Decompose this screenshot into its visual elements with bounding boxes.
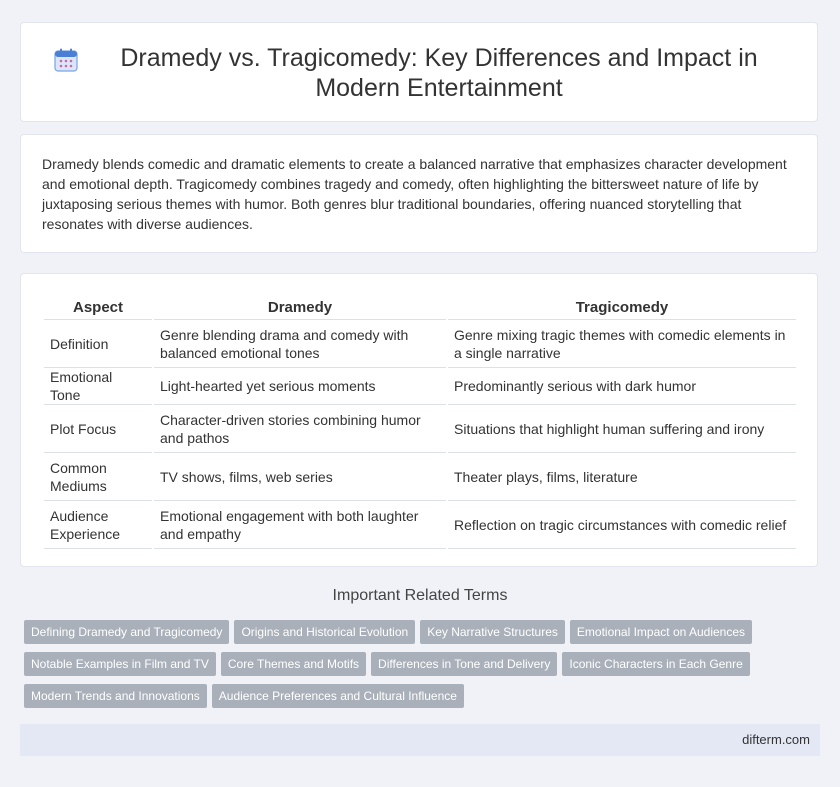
footer-site-link[interactable]: difterm.com <box>742 732 810 747</box>
related-term-tag[interactable]: Defining Dramedy and Tragicomedy <box>24 620 229 644</box>
dramedy-cell: Light-hearted yet serious moments <box>154 367 446 404</box>
table-row <box>44 452 796 500</box>
aspect-cell: Audience Experience <box>44 500 152 549</box>
header-dramedy: Dramedy <box>267 298 333 316</box>
tragicomedy-cell: Predominantly serious with dark humor <box>448 367 796 404</box>
aspect-cell: Emotional Tone <box>44 367 152 404</box>
page-title: Dramedy vs. Tragicomedy: Key Differences and Impact in Modern Entertainment <box>120 44 758 102</box>
related-term-tag[interactable]: Modern Trends and Innovations <box>24 684 207 708</box>
aspect-cell: Plot Focus <box>44 404 152 452</box>
related-term-tag[interactable]: Audience Preferences and Cultural Influence <box>212 684 464 708</box>
related-term-tag[interactable]: Differences in Tone and Delivery <box>371 652 557 676</box>
header-aspect: Aspect <box>72 298 124 316</box>
dramedy-cell: Character-driven stories combining humor and pathos <box>154 404 446 452</box>
related-term-tag[interactable]: Notable Examples in Film and TV <box>24 652 216 676</box>
intro-card <box>20 134 818 253</box>
related-term-tag[interactable]: Key Narrative Structures <box>420 620 565 644</box>
comparison-table <box>42 295 798 549</box>
aspect-cell: Definition <box>44 319 152 367</box>
calendar-icon <box>53 47 79 73</box>
tragicomedy-cell: Situations that highlight human suffering and irony <box>448 404 796 452</box>
related-terms-heading: Important Related Terms <box>332 587 508 604</box>
dramedy-cell: Emotional engagement with both laughter and empathy <box>154 500 446 549</box>
tragicomedy-cell: Theater plays, films, literature <box>448 452 796 500</box>
related-terms-list <box>24 620 794 716</box>
aspect-cell: Common Mediums <box>44 452 152 500</box>
tragicomedy-cell: Genre mixing tragic themes with comedic elements in a single narrative <box>448 319 796 367</box>
intro-text: Dramedy blends comedic and dramatic elements to create a balanced narrative that emphasizes character development and emotional depth. Tragicomedy combines tragedy and comedy, often highlighting the bittersweet nature of life by juxtaposing serious themes with humor. Both genres blur traditional boundaries, offering nuanced storytelling that resonates with diverse audiences. <box>42 156 787 232</box>
table-row <box>44 500 796 549</box>
related-term-tag[interactable]: Core Themes and Motifs <box>221 652 366 676</box>
related-term-tag[interactable]: Iconic Characters in Each Genre <box>562 652 749 676</box>
tragicomedy-cell: Reflection on tragic circumstances with comedic relief <box>448 500 796 549</box>
dramedy-cell: TV shows, films, web series <box>154 452 446 500</box>
dramedy-cell: Genre blending drama and comedy with balanced emotional tones <box>154 319 446 367</box>
table-header-row <box>44 295 796 319</box>
related-term-tag[interactable]: Emotional Impact on Audiences <box>570 620 752 644</box>
footer <box>20 724 820 756</box>
table-row <box>44 319 796 367</box>
comparison-card <box>20 273 818 567</box>
header-tragicomedy: Tragicomedy <box>575 298 669 316</box>
related-term-tag[interactable]: Origins and Historical Evolution <box>234 620 415 644</box>
table-row <box>44 404 796 452</box>
title-card <box>20 22 818 122</box>
table-row <box>44 367 796 404</box>
